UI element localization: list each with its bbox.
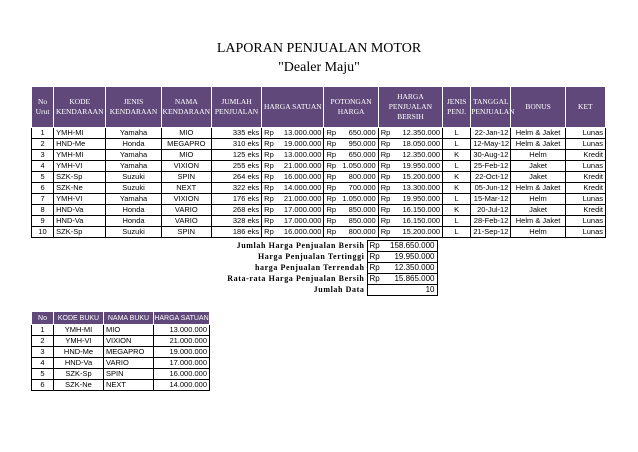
cell-bersih: 15.200.000 — [394, 172, 442, 183]
cell-potongan: 800.000 — [340, 227, 378, 238]
cell-potongan: 850.000 — [340, 205, 378, 216]
cell-ket: Lunas — [565, 161, 605, 172]
cell-tanggal: 20-Jul-12 — [471, 205, 511, 216]
cell-ket: Lunas — [565, 216, 605, 227]
currency-cell: Rp — [262, 150, 278, 161]
summary-row — [31, 252, 437, 263]
table-row — [32, 128, 606, 139]
cell-bersih: 15.200.000 — [394, 227, 442, 238]
lookup-harga: 21.000.000 — [154, 336, 210, 347]
currency-cell: Rp — [262, 128, 278, 139]
header-jenis-penj: JENIS PENJ. — [443, 87, 471, 128]
currency-cell: Rp — [262, 172, 278, 183]
cell-jp: L — [443, 194, 471, 205]
cell-jp: L — [443, 227, 471, 238]
currency-cell: Rp — [378, 227, 394, 238]
summary-value: 158.650.000 — [383, 241, 437, 252]
currency-cell: Rp — [262, 194, 278, 205]
lookup-row — [32, 358, 210, 369]
header-kode: KODE KENDARAAN — [54, 87, 106, 128]
lookup-no: 4 — [32, 358, 54, 369]
cell-bonus: Helm & Jaket — [511, 183, 565, 194]
currency-cell: Rp — [262, 216, 278, 227]
cell-ket: Lunas — [565, 194, 605, 205]
table-row — [32, 183, 606, 194]
cell-jumlah: 268 eks — [211, 205, 261, 216]
cell-jp: L — [443, 128, 471, 139]
cell-kode: SZK-Ne — [54, 183, 106, 194]
header-no: No Urut — [32, 87, 54, 128]
lookup-kode: SZK-Ne — [54, 380, 104, 391]
cell-bonus: Helm & Jaket — [511, 128, 565, 139]
currency-cell: Rp — [378, 216, 394, 227]
cell-ket: Kredit — [565, 205, 605, 216]
lookup-no: 2 — [32, 336, 54, 347]
cell-jenis: Suzuki — [106, 227, 161, 238]
cell-potongan: 700.000 — [340, 183, 378, 194]
header-jumlah: JUMLAH PENJUALAN — [211, 87, 261, 128]
cell-tanggal: 05-Jun-12 — [471, 183, 511, 194]
cell-harga: 17.000.000 — [278, 205, 324, 216]
currency-cell: Rp — [324, 216, 340, 227]
cell-kode: YMH-VI — [54, 194, 106, 205]
lookup-nama: NEXT — [104, 380, 154, 391]
header-nama: NAMA KENDARAAN — [161, 87, 211, 128]
summary-label: Harga Penjualan Tertinggi — [31, 252, 367, 263]
cell-harga: 19.000.000 — [278, 139, 324, 150]
currency-cell: Rp — [378, 205, 394, 216]
cell-kode: YMH-MI — [54, 150, 106, 161]
cell-tanggal: 15-Mar-12 — [471, 194, 511, 205]
cell-no: 6 — [32, 183, 54, 194]
cell-bersih: 16.150.000 — [394, 216, 442, 227]
summary-table — [31, 240, 438, 296]
cell-bonus: Helm — [511, 150, 565, 161]
lookup-harga: 16.000.000 — [154, 369, 210, 380]
cell-kode: HND-Me — [54, 139, 106, 150]
header-bonus: BONUS — [511, 87, 565, 128]
cell-jenis: Suzuki — [106, 172, 161, 183]
cell-kode: SZK-Sp — [54, 227, 106, 238]
summary-currency: Rp — [367, 274, 383, 285]
lookup-header-harga: HARGA SATUAN — [154, 312, 210, 325]
lookup-no: 5 — [32, 369, 54, 380]
lookup-header-row — [32, 312, 210, 325]
cell-potongan: 950.000 — [340, 139, 378, 150]
currency-cell: Rp — [262, 205, 278, 216]
lookup-nama: SPIN — [104, 369, 154, 380]
cell-kode: YMH-VI — [54, 161, 106, 172]
currency-cell: Rp — [262, 183, 278, 194]
cell-harga: 17.000.000 — [278, 216, 324, 227]
cell-potongan: 1.050.000 — [340, 161, 378, 172]
cell-potongan: 800.000 — [340, 172, 378, 183]
cell-bersih: 19.950.000 — [394, 161, 442, 172]
summary-currency: Rp — [367, 252, 383, 263]
summary-label: Jumlah Data — [31, 285, 367, 296]
cell-bersih: 16.150.000 — [394, 205, 442, 216]
cell-jumlah: 322 eks — [211, 183, 261, 194]
cell-jenis: Honda — [106, 205, 161, 216]
cell-harga: 16.000.000 — [278, 227, 324, 238]
summary-row — [31, 274, 437, 285]
cell-jp: L — [443, 161, 471, 172]
cell-kode: SZK-Sp — [54, 172, 106, 183]
table-row — [32, 161, 606, 172]
cell-nama: MIO — [161, 128, 211, 139]
cell-bonus: Helm & Jaket — [511, 139, 565, 150]
lookup-no: 1 — [32, 325, 54, 336]
lookup-kode: YMH-VI — [54, 336, 104, 347]
summary-value: 12.350.000 — [383, 263, 437, 274]
cell-jenis: Yamaha — [106, 150, 161, 161]
cell-bonus: Jaket — [511, 205, 565, 216]
summary-currency — [367, 285, 383, 296]
summary-label: Jumlah Harga Penjualan Bersih — [31, 241, 367, 252]
currency-cell: Rp — [324, 183, 340, 194]
lookup-table — [31, 311, 210, 391]
cell-kode: HND-Va — [54, 205, 106, 216]
summary-value: 19.950.000 — [383, 252, 437, 263]
header-potongan: POTONGAN HARGA — [324, 87, 378, 128]
summary-currency: Rp — [367, 263, 383, 274]
currency-cell: Rp — [324, 205, 340, 216]
cell-jumlah: 335 eks — [211, 128, 261, 139]
cell-harga: 13.000.000 — [278, 150, 324, 161]
sales-table — [31, 86, 606, 238]
cell-jp: K — [443, 183, 471, 194]
cell-ket: Kredit — [565, 183, 605, 194]
lookup-kode: HND-Va — [54, 358, 104, 369]
lookup-nama: VIXION — [104, 336, 154, 347]
lookup-header-no: No — [32, 312, 54, 325]
cell-bersih: 18.050.000 — [394, 139, 442, 150]
cell-kode: YMH-MI — [54, 128, 106, 139]
cell-jenis: Yamaha — [106, 128, 161, 139]
cell-nama: MIO — [161, 150, 211, 161]
lookup-row — [32, 325, 210, 336]
cell-bonus: Helm & Jaket — [511, 216, 565, 227]
currency-cell: Rp — [378, 183, 394, 194]
cell-jp: K — [443, 150, 471, 161]
header-jenis: JENIS KENDARAAN — [106, 87, 161, 128]
header-harga-penjualan: HARGA PENJUALAN BERSIH — [378, 87, 442, 128]
cell-tanggal: 21-Sep-12 — [471, 227, 511, 238]
currency-cell: Rp — [324, 161, 340, 172]
currency-cell: Rp — [324, 150, 340, 161]
cell-harga: 21.000.000 — [278, 194, 324, 205]
currency-cell: Rp — [378, 194, 394, 205]
cell-no: 8 — [32, 205, 54, 216]
cell-kode: HND-Va — [54, 216, 106, 227]
cell-jenis: Yamaha — [106, 194, 161, 205]
cell-nama: VIXION — [161, 194, 211, 205]
currency-cell: Rp — [324, 139, 340, 150]
lookup-nama: VARIO — [104, 358, 154, 369]
cell-potongan: 1.050.000 — [340, 194, 378, 205]
cell-jumlah: 264 eks — [211, 172, 261, 183]
currency-cell: Rp — [324, 194, 340, 205]
cell-jumlah: 310 eks — [211, 139, 261, 150]
cell-nama: SPIN — [161, 227, 211, 238]
lookup-row — [32, 336, 210, 347]
currency-cell: Rp — [262, 227, 278, 238]
lookup-kode: YMH-MI — [54, 325, 104, 336]
summary-label: Rata-rata Harga Penjualan Bersih — [31, 274, 367, 285]
cell-nama: VARIO — [161, 216, 211, 227]
cell-tanggal: 22-Oct-12 — [471, 172, 511, 183]
cell-nama: SPIN — [161, 172, 211, 183]
summary-value: 10 — [383, 285, 437, 296]
cell-tanggal: 25-Feb-12 — [471, 161, 511, 172]
currency-cell: Rp — [378, 150, 394, 161]
cell-nama: MEGAPRO — [161, 139, 211, 150]
cell-jumlah: 125 eks — [211, 150, 261, 161]
cell-harga: 21.000.000 — [278, 161, 324, 172]
cell-jp: L — [443, 216, 471, 227]
lookup-no: 6 — [32, 380, 54, 391]
cell-bersih: 19.950.000 — [394, 194, 442, 205]
lookup-row — [32, 369, 210, 380]
table-row — [32, 194, 606, 205]
cell-jenis: Honda — [106, 216, 161, 227]
table-row — [32, 216, 606, 227]
cell-bonus: Helm — [511, 227, 565, 238]
cell-no: 3 — [32, 150, 54, 161]
cell-jp: K — [443, 172, 471, 183]
currency-cell: Rp — [324, 227, 340, 238]
cell-tanggal: 30-Aug-12 — [471, 150, 511, 161]
currency-cell: Rp — [378, 161, 394, 172]
cell-tanggal: 12-May-12 — [471, 139, 511, 150]
cell-no: 1 — [32, 128, 54, 139]
cell-ket: Lunas — [565, 128, 605, 139]
cell-harga: 14.000.000 — [278, 183, 324, 194]
cell-potongan: 650.000 — [340, 150, 378, 161]
cell-harga: 16.000.000 — [278, 172, 324, 183]
cell-no: 7 — [32, 194, 54, 205]
currency-cell: Rp — [324, 128, 340, 139]
cell-tanggal: 22-Jan-12 — [471, 128, 511, 139]
cell-no: 5 — [32, 172, 54, 183]
currency-cell: Rp — [324, 172, 340, 183]
currency-cell: Rp — [262, 161, 278, 172]
summary-row — [31, 263, 437, 274]
summary-row — [31, 241, 437, 252]
lookup-nama: MEGAPRO — [104, 347, 154, 358]
cell-ket: Kredit — [565, 150, 605, 161]
lookup-row — [32, 347, 210, 358]
lookup-harga: 19.000.000 — [154, 347, 210, 358]
header-harga: HARGA SATUAN — [262, 87, 324, 128]
table-row — [32, 172, 606, 183]
cell-jumlah: 186 eks — [211, 227, 261, 238]
lookup-nama: MIO — [104, 325, 154, 336]
cell-no: 10 — [32, 227, 54, 238]
cell-no: 2 — [32, 139, 54, 150]
lookup-row — [32, 380, 210, 391]
cell-potongan: 650.000 — [340, 128, 378, 139]
cell-jumlah: 176 eks — [211, 194, 261, 205]
cell-potongan: 850.000 — [340, 216, 378, 227]
cell-bonus: Jaket — [511, 161, 565, 172]
cell-jenis: Yamaha — [106, 161, 161, 172]
table-row — [32, 205, 606, 216]
lookup-harga: 17.000.000 — [154, 358, 210, 369]
cell-nama: VARIO — [161, 205, 211, 216]
cell-nama: NEXT — [161, 183, 211, 194]
table-row — [32, 227, 606, 238]
summary-currency: Rp — [367, 241, 383, 252]
lookup-harga: 14.000.000 — [154, 380, 210, 391]
cell-bersih: 12.350.000 — [394, 150, 442, 161]
currency-cell: Rp — [378, 139, 394, 150]
cell-jenis: Honda — [106, 139, 161, 150]
table-row — [32, 139, 606, 150]
cell-tanggal: 28-Feb-12 — [471, 216, 511, 227]
report-title: LAPORAN PENJUALAN MOTOR — [216, 41, 422, 56]
currency-cell: Rp — [378, 128, 394, 139]
header-tanggal: TANGGAL PENJUALAN — [471, 87, 511, 128]
currency-cell: Rp — [378, 172, 394, 183]
cell-no: 4 — [32, 161, 54, 172]
cell-ket: Lunas — [565, 139, 605, 150]
cell-bersih: 13.300.000 — [394, 183, 442, 194]
lookup-kode: HND-Me — [54, 347, 104, 358]
summary-value: 15.865.000 — [383, 274, 437, 285]
lookup-header-kode: KODE BUKU — [54, 312, 104, 325]
report-subtitle: "Dealer Maju" — [278, 60, 360, 75]
cell-bonus: Jaket — [511, 172, 565, 183]
cell-bersih: 12.350.000 — [394, 128, 442, 139]
table-row — [32, 150, 606, 161]
cell-jp: L — [443, 139, 471, 150]
cell-harga: 13.000.000 — [278, 128, 324, 139]
lookup-kode: SZK-Sp — [54, 369, 104, 380]
cell-nama: VIXION — [161, 161, 211, 172]
cell-jumlah: 255 eks — [211, 161, 261, 172]
cell-jumlah: 328 eks — [211, 216, 261, 227]
cell-jenis: Suzuki — [106, 183, 161, 194]
cell-no: 9 — [32, 216, 54, 227]
summary-label: harga Penjualan Terrendah — [31, 263, 367, 274]
lookup-no: 3 — [32, 347, 54, 358]
cell-jp: K — [443, 205, 471, 216]
table-header-row — [32, 87, 606, 128]
currency-cell: Rp — [262, 139, 278, 150]
cell-ket: Lunas — [565, 227, 605, 238]
lookup-harga: 13.000.000 — [154, 325, 210, 336]
header-ket: KET — [565, 87, 605, 128]
summary-row — [31, 285, 437, 296]
lookup-header-nama: NAMA BUKU — [104, 312, 154, 325]
cell-bonus: Helm — [511, 194, 565, 205]
cell-ket: Kredit — [565, 172, 605, 183]
